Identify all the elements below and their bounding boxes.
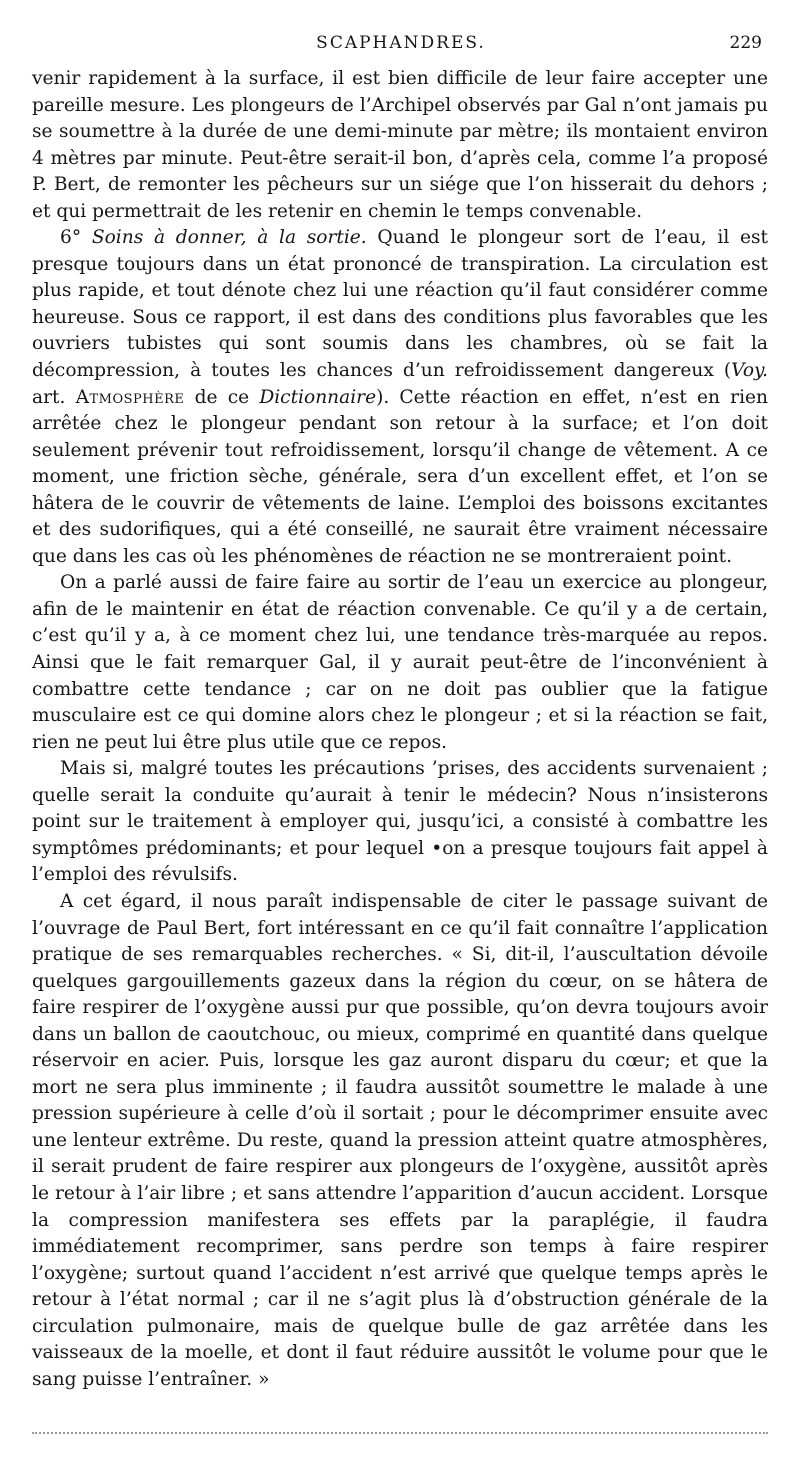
section-text-b: ). Cette réaction en effet, n’est en rien arrêtée chez le plongeur pendant son retour à la surface; et l’on doit seulement prévenir tout refroidissement, lorsqu’il change de vêtement. A ce moment, une friction sèche, générale, sera d’un excellent effet, et l’on se hâtera de le couvrir de vêtements de laine. L’emploi des boissons excitantes et des sudorifiques, qui a été conseillé, ne saurait être vraiment nécessaire que dans les cas où les phénomènes de réaction ne se montreraient point.: [32, 386, 768, 567]
running-title: SCAPHANDRES.: [316, 33, 486, 53]
page-number: 229: [729, 33, 762, 53]
section-text-a: Quand le plongeur sort de l’eau, il est presque toujours dans un état prononcé de transpiration. La circulation est plus rapide, et tout dénote chez lui une réaction qu’il faut considérer comme heureuse. Sous ce rapport, il est dans des conditions plus favorables que les ouvriers tubistes qui sont soumis dans les chambres, où se fait la décompression, à toutes les chances d’un refroidissement dangereux (: [32, 227, 768, 382]
body-text: [32, 66, 768, 1393]
paragraph-section-6: [32, 225, 768, 570]
section-heading: Soins à donner, à la sortie.: [91, 227, 367, 249]
art-abbrev: art.: [32, 386, 66, 408]
paragraph-exercise: On a parlé aussi de faire faire au sortir de l’eau un exercice au plongeur, afin de le maintenir en état de réaction convenable. Ce qu’il y a de certain, c’est qu’il y a, à ce moment chez lui, une tendance très-marquée au repos. Ainsi que le fait remarquer Gal, il y aurait peut-être de l’inconvénient à combattre cette tendance ; car on ne doit pas oublier que la fatigue musculaire est ce qui domine alors chez le plongeur ; et si la réaction se fait, rien ne peut lui être plus utile que ce repos.: [32, 572, 768, 753]
dictionnaire-reference: Dictionnaire: [259, 386, 377, 408]
running-head: [32, 30, 770, 56]
voy-abbrev: Voy.: [731, 360, 768, 382]
de-ce-text: de ce: [194, 386, 250, 408]
footer-dotted-rule: [32, 1432, 768, 1434]
cross-reference-atmosphere: Atmosphère: [75, 386, 185, 408]
paragraph-continued: venir rapidement à la surface, il est bien difficile de leur faire accepter une pareille mesure. Les plongeurs de l’Archipel observés par Gal n’ont jamais pu se soumettre à la durée de une demi-minute par mètre; ils montaient environ 4 mètres par minute. Peut-être serait-il bon, d’après cela, comme l’a proposé P. Bert, de remonter les pêcheurs sur un siége que l’on hisserait du dehors ; et qui permettrait de les retenir en chemin le temps convenable.: [32, 68, 768, 222]
paragraph-accidents: Mais si, malgré toutes les précautions ’prises, des accidents survenaient ; quelle serait la conduite qu’aurait à tenir le médecin? Nous n’insisterons point sur le traitement à employer qui, jusqu’ici, a consisté à combattre les symptômes prédominants; et pour lequel •on a presque toujours fait appel à l’emploi des révulsifs.: [32, 758, 768, 886]
section-number: 6°: [60, 227, 82, 249]
paragraph-quotation: A cet égard, il nous paraît indispensable de citer le passage suivant de l’ouvrage de Paul Bert, fort intéressant en ce qu’il fait connaître l’application pratique de ses remarquables recherches. « Si, dit-il, l’auscultation dévoile quelques gargouillements gazeux dans la région du cœur, on se hâtera de faire respirer de l’oxygène aussi pur que possible, qu’on devra toujours avoir dans un ballon de caoutchouc, ou mieux, comprimé en quantité dans quelque réservoir en acier. Puis, lorsque les gaz auront disparu du cœur; et que la mort ne sera plus imminente ; il faudra aussitôt soumettre le malade à une pression supérieure à celle d’où il sortait ; pour le décomprimer ensuite avec une lenteur extrême. Du reste, quand la pression atteint quatre atmosphères, il serait prudent de faire respirer aux plongeurs de l’oxygène, aussitôt après le retour à l’air libre ; et sans attendre l’apparition d’aucun accident. Lorsque la compression manifestera ses effets par la paraplégie, il faudra immédiatement recomprimer, sans perdre son temps à faire respirer l’oxygène; surtout quand l’accident n’est arrivé que quelque temps après le retour à l’état normal ; car il ne s’agit plus là d’obstruction générale de la circulation pulmonaire, mais de quelque bulle de gaz arrêtée dans les vaisseaux de la moelle, et dont il faut réduire aussitôt le volume pour que le sang puisse l’entraîner. »: [32, 890, 768, 1390]
